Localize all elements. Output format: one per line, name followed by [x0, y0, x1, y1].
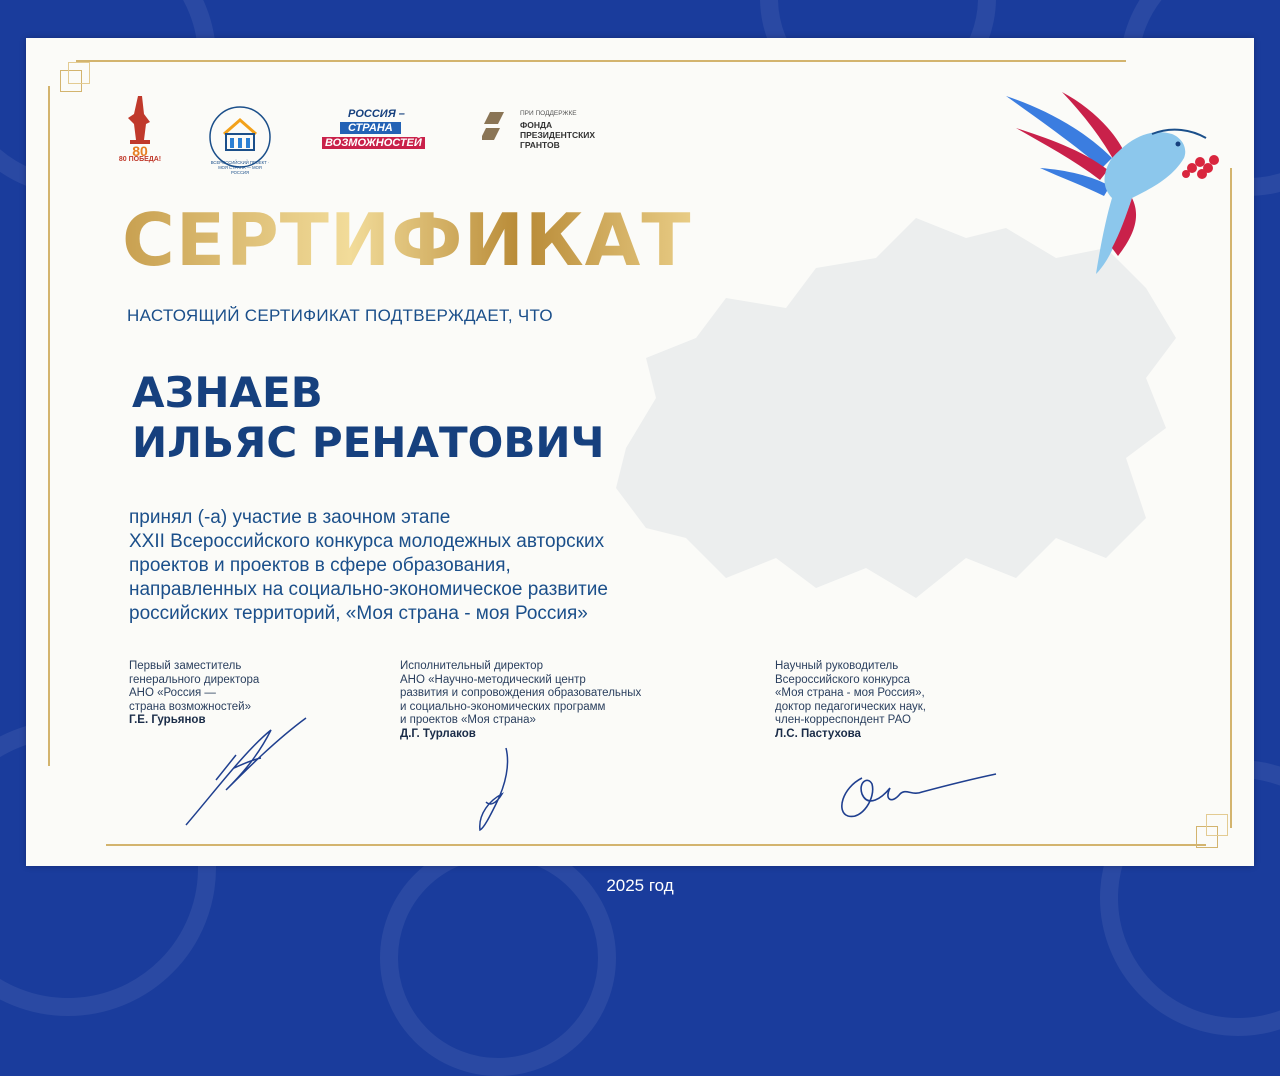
recipient-name [132, 368, 604, 468]
signatory-name: Л.С. Пастухова [775, 727, 861, 740]
recipient-surname: АЗНАЕВ [132, 368, 323, 417]
signatory-2 [400, 660, 641, 741]
certificate-title: СЕРТИФИКАТ [122, 198, 692, 282]
grants-line3: ПРЕЗИДЕНТСКИХ [520, 130, 596, 140]
signatory-title-line: генерального директора [129, 673, 260, 686]
footer-year: 2025 год [606, 876, 674, 895]
victory-80-label: 80 ПОБЕДА! [118, 156, 162, 163]
frame-corner [68, 62, 90, 84]
signatory-title-line: развития и сопровождения образовательных [400, 687, 642, 699]
russia-logo-line3: ВОЗМОЖНОСТЕЙ [322, 137, 425, 149]
svg-text:80: 80 [132, 143, 148, 159]
recipient-given-names: ИЛЬЯС РЕНАТОВИЧ [132, 418, 605, 467]
signatory-3 [775, 660, 926, 741]
signatory-title-line: доктор педагогических наук, [775, 700, 926, 713]
signatory-name: Д.Г. Турлаков [400, 727, 476, 740]
bird-emblem-icon [1002, 88, 1222, 278]
signature-3 [832, 768, 1002, 824]
signatory-title-line: Исполнительный директор [400, 660, 543, 672]
signature-1 [176, 710, 316, 830]
certificate-confirm-text: НАСТОЯЩИЙ СЕРТИФИКАТ ПОДТВЕРЖДАЕТ, ЧТО [127, 306, 553, 325]
signatory-title-line: и проектов «Моя страна» [400, 714, 536, 726]
description-line: направленных на социально-экономическое развитие [129, 579, 608, 600]
description-line: проектов и проектов в сфере образования, [129, 555, 511, 576]
signatory-title-line: «Моя страна - моя Россия», [775, 687, 925, 699]
victory-80-logo [120, 94, 160, 168]
russia-logo-line2: СТРАНА [340, 122, 401, 134]
grants-line2: ФОНДА [520, 120, 553, 130]
presidential-grants-logo [482, 110, 622, 156]
signatory-title-line: АНО «Россия — [129, 687, 216, 699]
signatory-title-line: Научный руководитель [775, 660, 899, 672]
grants-line1: ПРИ ПОДДЕРЖКЕ [520, 110, 577, 117]
signature-2 [466, 744, 536, 834]
frame-line-top [76, 60, 1126, 62]
russia-logo-line1: РОССИЯ – [348, 108, 405, 120]
frame-line-bottom [106, 844, 1206, 846]
description-line: принял (-а) участие в заочном этапе [129, 507, 451, 528]
grants-icon [482, 112, 514, 142]
signatory-title-line: и социально-экономических программ [400, 700, 606, 713]
frame-line-right [1230, 168, 1232, 828]
grants-line4: ГРАНТОВ [520, 140, 560, 150]
certificate-sheet [26, 38, 1254, 866]
description-line: российских территорий, «Моя страна - моя Россия» [129, 603, 588, 624]
frame-corner [1206, 814, 1228, 836]
russia-opportunities-logo [320, 108, 440, 156]
frame-line-left [48, 86, 50, 766]
signatory-title-line: член-корреспондент РАО [775, 714, 911, 726]
signatory-name: Г.Е. Гурьянов [129, 714, 206, 726]
certificate-description [129, 506, 769, 626]
signatory-title-line: Первый заместитель [129, 660, 242, 672]
signatory-title-line: страна возможностей» [129, 700, 251, 713]
description-line: XXII Всероссийского конкурса молодежных авторских [129, 531, 605, 552]
project-ring-text: ВСЕРОССИЙСКИЙ ПРОЕКТ · МОЯ СТРАНА — МОЯ РОССИЯ [210, 160, 270, 175]
signatory-title-line: Всероссийского конкурса [775, 673, 911, 686]
my-country-project-logo [202, 104, 278, 175]
signatory-title-line: АНО «Научно-методический центр [400, 673, 586, 686]
